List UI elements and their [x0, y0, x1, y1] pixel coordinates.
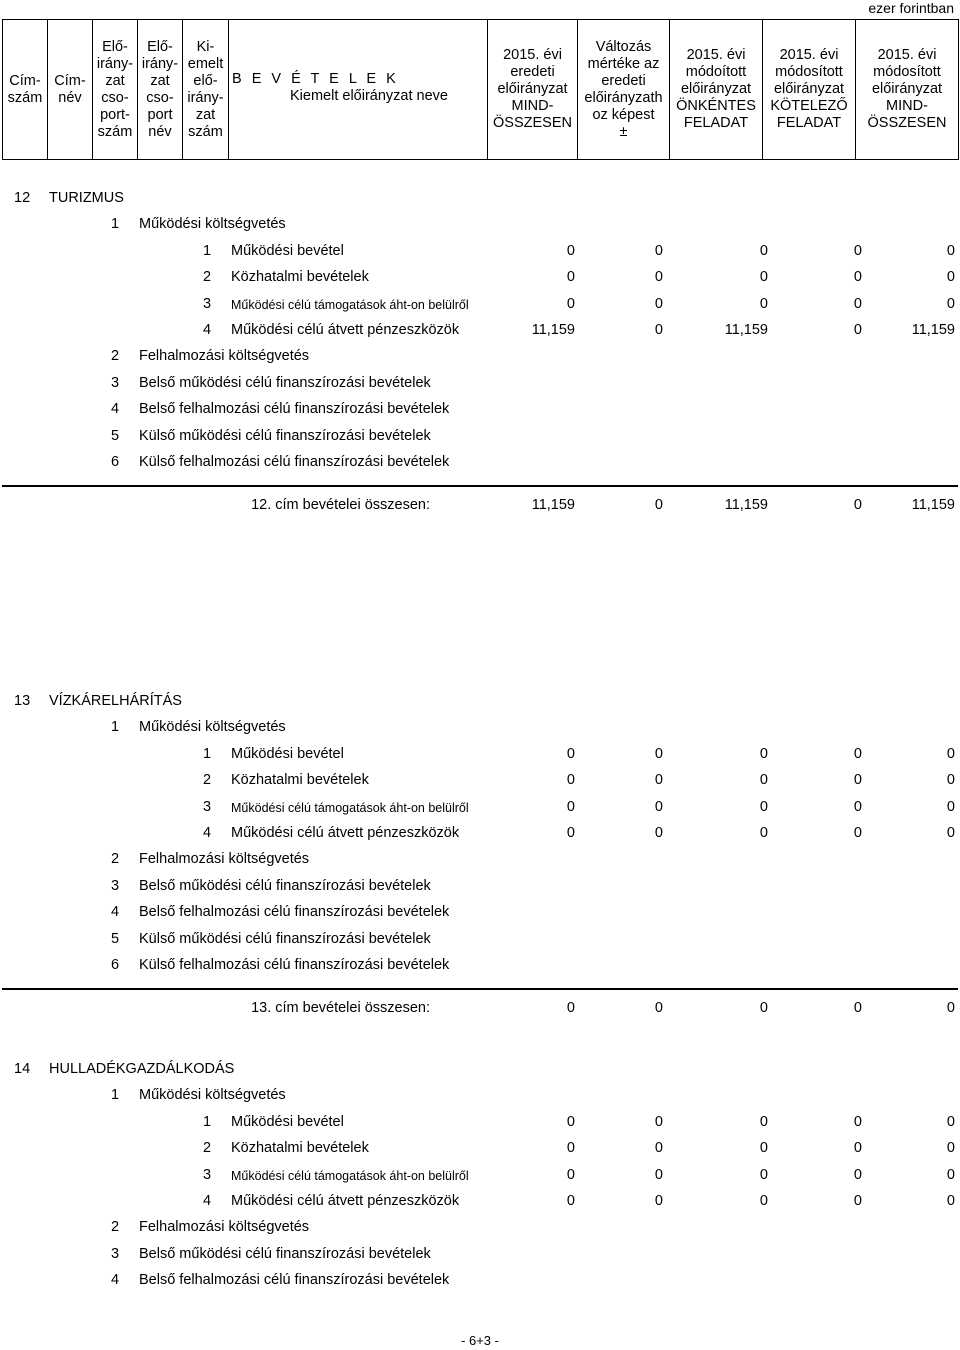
section-number: 12 [14, 190, 31, 206]
item-row [0, 322, 960, 344]
group-row [0, 428, 960, 450]
value-cell: 0 [566, 1140, 575, 1157]
group-label: Belső működési célú finanszírozási bevételek [139, 374, 431, 391]
group-label: Belső felhalmozási célú finanszírozási bevételek [139, 1272, 450, 1289]
header-onkentes: 2015. évi módoított előirányzat ÖNKÉNTES FELADAT [670, 20, 763, 160]
group-label: Külső felhalmozási célú finanszírozási bevételek [139, 454, 450, 470]
value-cell: 0 [654, 745, 663, 762]
group-number: 5 [111, 427, 120, 444]
group-row [0, 375, 960, 397]
value-cell: 0 [853, 1113, 862, 1130]
item-row [0, 746, 960, 768]
value-cell: 0 [853, 1166, 862, 1183]
page-number: - 6+3 - [461, 1333, 499, 1348]
value-cell: 0 [654, 1166, 663, 1183]
header-cim-szam: Cím- szám [3, 20, 48, 160]
value-cell: 0 [946, 295, 955, 312]
value-cell: 0 [566, 295, 575, 312]
value-cell: 0 [759, 1000, 768, 1017]
value-cell: 0 [566, 798, 575, 815]
group-row [0, 931, 960, 953]
value-cell: 0 [654, 322, 663, 338]
item-row [0, 1167, 960, 1189]
item-number: 2 [203, 1140, 212, 1157]
value-cell: 0 [759, 798, 768, 815]
item-label: Működési célú támogatások áht-on belülről [231, 297, 469, 312]
group-number: 1 [111, 719, 120, 736]
value-cell: 0 [946, 1140, 955, 1157]
header-kiemelt-szam: Ki- emelt elő- irány- zat szám [183, 20, 229, 160]
value-cell: 0 [853, 497, 862, 514]
group-row [0, 1219, 960, 1241]
value-cell: 0 [566, 1166, 575, 1183]
header-bevetelek-title: B E V É T E L E K [232, 71, 399, 87]
group-label: Felhalmozási költségvetés [139, 851, 310, 868]
section-title: VÍZKÁRELHÁRÍTÁS [49, 693, 182, 709]
value-cell: 11,159 [724, 322, 768, 338]
value-cell: 0 [759, 772, 768, 789]
value-cell: 11,159 [724, 497, 768, 514]
value-cell: 0 [759, 269, 768, 286]
value-cell: 0 [566, 772, 575, 789]
section-title: TURIZMUS [49, 190, 124, 206]
value-cell: 0 [654, 1113, 663, 1130]
item-number: 1 [203, 745, 212, 762]
item-label: Működési célú átvett pénzeszközök [231, 322, 460, 338]
value-cell: 0 [759, 1113, 768, 1130]
value-cell: 0 [853, 1140, 862, 1157]
value-cell: 0 [946, 242, 955, 259]
value-cell: 0 [853, 1000, 862, 1017]
value-cell: 0 [654, 825, 663, 841]
group-number: 3 [111, 877, 120, 894]
item-label: Működési célú átvett pénzeszközök [231, 1193, 460, 1209]
value-cell: 0 [759, 295, 768, 312]
header-mindosszesen: 2015. évi módosított előirányzat MIND- ÖSSZESEN [856, 20, 959, 160]
item-row [0, 825, 960, 847]
item-number: 4 [203, 825, 212, 841]
item-label: Működési bevétel [231, 242, 344, 259]
group-number: 3 [111, 374, 120, 391]
value-cell: 0 [566, 1113, 575, 1130]
item-number: 1 [203, 242, 212, 259]
group-row [0, 904, 960, 926]
total-label: 12. cím bevételei összesen: [251, 497, 430, 514]
section-title: HULLADÉKGAZDÁLKODÁS [49, 1061, 235, 1077]
value-cell: 0 [654, 295, 663, 312]
item-number: 4 [203, 322, 212, 338]
value-cell: 0 [654, 1193, 663, 1209]
group-number: 2 [111, 851, 120, 868]
value-cell: 0 [566, 745, 575, 762]
item-number: 3 [203, 295, 212, 312]
header-valtozas: Változás mértéke az eredeti előirányzath oz képest ± [578, 20, 670, 160]
item-number: 1 [203, 1113, 212, 1130]
section-row [0, 190, 960, 212]
value-cell: 0 [853, 295, 862, 312]
value-cell: 0 [566, 269, 575, 286]
group-label: Belső felhalmozási célú finanszírozási bevételek [139, 401, 450, 418]
group-number: 4 [111, 401, 120, 418]
group-label: Felhalmozási költségvetés [139, 1219, 310, 1236]
group-label: Működési költségvetés [139, 1087, 286, 1104]
value-cell: 11,159 [531, 497, 575, 514]
total-rule [2, 485, 958, 487]
group-number: 1 [111, 216, 120, 233]
group-number: 6 [111, 957, 120, 973]
item-label: Közhatalmi bevételek [231, 1140, 369, 1157]
value-cell: 0 [759, 1166, 768, 1183]
value-cell: 11,159 [531, 322, 575, 338]
header-cim-nev: Cím- név [48, 20, 93, 160]
value-cell: 0 [759, 1140, 768, 1157]
item-number: 2 [203, 772, 212, 789]
value-cell: 0 [853, 322, 862, 338]
item-label: Működési bevétel [231, 1113, 344, 1130]
group-label: Külső működési célú finanszírozási bevételek [139, 427, 431, 444]
group-row [0, 401, 960, 423]
group-number: 3 [111, 1245, 120, 1262]
value-cell: 0 [654, 242, 663, 259]
value-cell: 0 [566, 242, 575, 259]
group-number: 2 [111, 1219, 120, 1236]
item-label: Közhatalmi bevételek [231, 269, 369, 286]
group-label: Belső felhalmozási célú finanszírozási bevételek [139, 904, 450, 921]
group-row [0, 957, 960, 979]
item-number: 3 [203, 1166, 212, 1183]
group-number: 5 [111, 930, 120, 947]
group-row [0, 1087, 960, 1109]
group-number: 1 [111, 1087, 120, 1104]
section-number: 13 [14, 693, 31, 709]
total-row [0, 1000, 960, 1022]
total-label: 13. cím bevételei összesen: [251, 1000, 430, 1017]
value-cell: 0 [853, 772, 862, 789]
value-cell: 0 [759, 825, 768, 841]
value-cell: 0 [654, 269, 663, 286]
value-cell: 0 [946, 745, 955, 762]
value-cell: 0 [853, 242, 862, 259]
value-cell: 0 [566, 1000, 575, 1017]
unit-label: ezer forintban [868, 0, 954, 16]
value-cell: 11,159 [911, 497, 955, 514]
value-cell: 0 [759, 745, 768, 762]
group-number: 6 [111, 454, 120, 470]
item-row [0, 296, 960, 318]
header-eredeti: 2015. évi eredeti előirányzat MIND- ÖSSZESEN [488, 20, 578, 160]
value-cell: 0 [853, 798, 862, 815]
item-label: Működési célú támogatások áht-on belülről [231, 800, 469, 815]
value-cell: 0 [946, 798, 955, 815]
group-row [0, 348, 960, 370]
value-cell: 0 [946, 825, 955, 841]
value-cell: 0 [853, 825, 862, 841]
group-row [0, 719, 960, 741]
item-row [0, 1140, 960, 1162]
group-number: 2 [111, 348, 120, 365]
value-cell: 0 [946, 1113, 955, 1130]
item-row [0, 269, 960, 291]
header-bevetelek-subtitle: Kiemelt előirányzat neve [290, 88, 448, 104]
value-cell: 0 [759, 1193, 768, 1209]
value-cell: 0 [759, 242, 768, 259]
group-row [0, 851, 960, 873]
group-label: Belső működési célú finanszírozási bevételek [139, 877, 431, 894]
item-row [0, 772, 960, 794]
item-row [0, 1114, 960, 1136]
group-number: 4 [111, 1272, 120, 1289]
group-row [0, 216, 960, 238]
total-row [0, 497, 960, 519]
value-cell: 0 [946, 1193, 955, 1209]
item-label: Közhatalmi bevételek [231, 772, 369, 789]
section-row [0, 693, 960, 715]
value-cell: 0 [566, 1193, 575, 1209]
group-row [0, 454, 960, 476]
value-cell: 0 [853, 1193, 862, 1209]
group-row [0, 1246, 960, 1268]
item-number: 4 [203, 1193, 212, 1209]
group-label: Működési költségvetés [139, 719, 286, 736]
value-cell: 0 [654, 798, 663, 815]
group-row [0, 878, 960, 900]
group-label: Felhalmozási költségvetés [139, 348, 310, 365]
group-row [0, 1272, 960, 1294]
item-row [0, 1193, 960, 1215]
group-label: Belső működési célú finanszírozási bevételek [139, 1245, 431, 1262]
header-eloiranyzat-csoport-nev: Elő- irány- zat cso- port név [138, 20, 183, 160]
value-cell: 0 [566, 825, 575, 841]
section-row [0, 1061, 960, 1083]
group-number: 4 [111, 904, 120, 921]
value-cell: 0 [946, 269, 955, 286]
value-cell: 0 [853, 745, 862, 762]
section-number: 14 [14, 1061, 31, 1077]
item-row [0, 243, 960, 265]
total-rule [2, 988, 958, 990]
value-cell: 0 [853, 269, 862, 286]
item-row [0, 799, 960, 821]
item-number: 3 [203, 798, 212, 815]
value-cell: 11,159 [911, 322, 955, 338]
group-label: Külső felhalmozási célú finanszírozási bevételek [139, 957, 450, 973]
value-cell: 0 [654, 772, 663, 789]
value-cell: 0 [946, 772, 955, 789]
item-label: Működési bevétel [231, 745, 344, 762]
value-cell: 0 [654, 1000, 663, 1017]
value-cell: 0 [654, 1140, 663, 1157]
header-kotelezo: 2015. évi módosított előirányzat KÖTELEZŐ FELADAT [763, 20, 856, 160]
value-cell: 0 [946, 1166, 955, 1183]
group-label: Működési költségvetés [139, 216, 286, 233]
item-label: Működési célú támogatások áht-on belülről [231, 1168, 469, 1183]
item-number: 2 [203, 269, 212, 286]
value-cell: 0 [946, 1000, 955, 1017]
group-label: Külső működési célú finanszírozási bevételek [139, 930, 431, 947]
value-cell: 0 [654, 497, 663, 514]
header-eloiranyzat-csoport-szam: Elő- irány- zat cso- port- szám [93, 20, 138, 160]
item-label: Működési célú átvett pénzeszközök [231, 825, 460, 841]
